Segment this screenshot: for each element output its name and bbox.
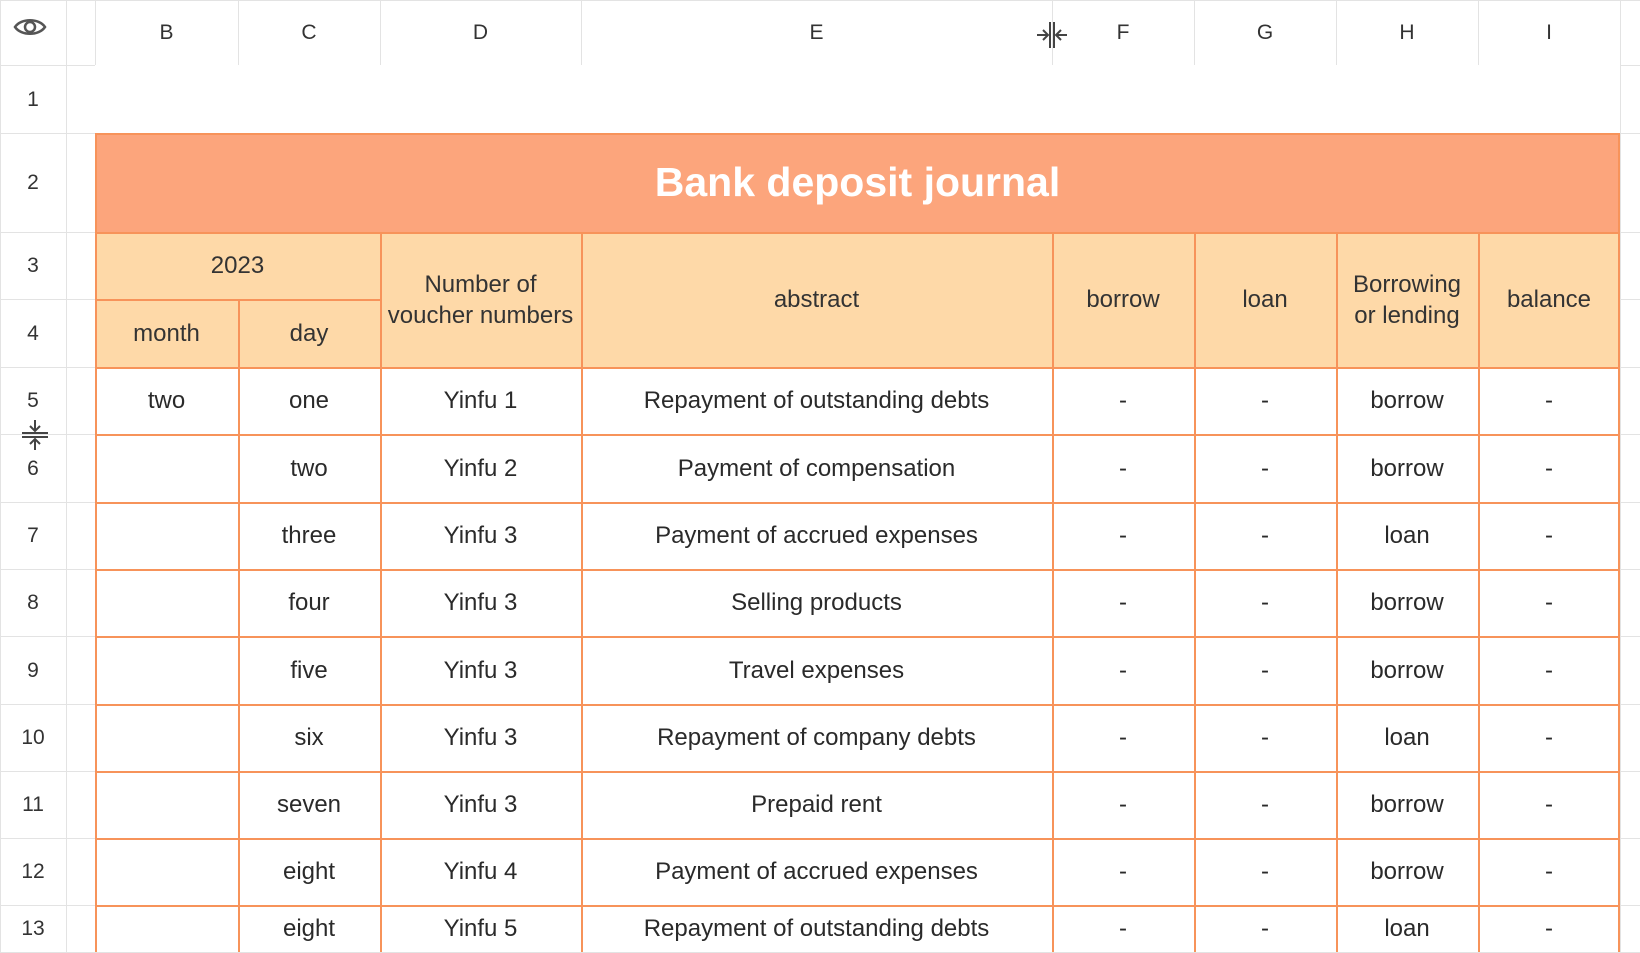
cell-voucher[interactable]: Yinfu 3 bbox=[380, 502, 581, 569]
cell-borrowing-or-lending[interactable]: borrow bbox=[1336, 569, 1478, 636]
row-header-9[interactable]: 9 bbox=[0, 636, 66, 704]
grid-vline bbox=[1620, 0, 1621, 952]
row-header-3[interactable]: 3 bbox=[0, 232, 66, 299]
header-balance[interactable]: balance bbox=[1478, 232, 1620, 367]
cell-empty[interactable] bbox=[1478, 65, 1620, 133]
table-border bbox=[95, 133, 97, 952]
header-borrow[interactable]: borrow bbox=[1052, 232, 1194, 367]
table-border bbox=[95, 838, 1620, 840]
header-borrowing-or-lending[interactable]: Borrowing or lending bbox=[1336, 232, 1478, 367]
cell-day[interactable]: three bbox=[238, 502, 380, 569]
cell-loan[interactable]: - bbox=[1194, 367, 1336, 434]
cell-voucher[interactable]: Yinfu 4 bbox=[380, 838, 581, 905]
cell-abstract[interactable]: Selling products bbox=[581, 569, 1052, 636]
cell-voucher[interactable]: Yinfu 2 bbox=[380, 434, 581, 502]
cell-empty[interactable] bbox=[1336, 65, 1478, 133]
cell-borrowing-or-lending[interactable]: borrow bbox=[1336, 434, 1478, 502]
cell-abstract[interactable]: Payment of compensation bbox=[581, 434, 1052, 502]
table-border bbox=[95, 434, 1620, 436]
row-resize-icon[interactable] bbox=[20, 418, 50, 452]
cell-balance[interactable]: - bbox=[1478, 905, 1620, 952]
cell-abstract[interactable]: Payment of accrued expenses bbox=[581, 502, 1052, 569]
cell-empty[interactable] bbox=[380, 65, 581, 133]
row-header-12[interactable]: 12 bbox=[0, 838, 66, 905]
cell-balance[interactable]: - bbox=[1478, 367, 1620, 434]
header-loan[interactable]: loan bbox=[1194, 232, 1336, 367]
table-border bbox=[1618, 133, 1620, 952]
cell-month[interactable] bbox=[95, 838, 238, 905]
cell-empty[interactable] bbox=[581, 65, 1052, 133]
table-border bbox=[95, 502, 1620, 504]
cell-day[interactable]: eight bbox=[238, 838, 380, 905]
grid-vline bbox=[0, 0, 1, 952]
column-header-e[interactable]: E bbox=[581, 0, 1052, 65]
cell-borrowing-or-lending[interactable]: loan bbox=[1336, 502, 1478, 569]
cell-loan[interactable]: - bbox=[1194, 771, 1336, 838]
cell-borrow[interactable]: - bbox=[1052, 704, 1194, 771]
cell-loan[interactable]: - bbox=[1194, 704, 1336, 771]
row-header-5[interactable]: 5 bbox=[0, 367, 66, 434]
column-header-b[interactable]: B bbox=[95, 0, 238, 65]
cell-abstract[interactable]: Prepaid rent bbox=[581, 771, 1052, 838]
cell-month[interactable] bbox=[95, 636, 238, 704]
cell-day[interactable]: eight bbox=[238, 905, 380, 952]
cell-loan[interactable]: - bbox=[1194, 905, 1336, 952]
cell-borrowing-or-lending[interactable]: borrow bbox=[1336, 771, 1478, 838]
column-header-h[interactable]: H bbox=[1336, 0, 1478, 65]
column-resize-icon[interactable] bbox=[1035, 20, 1069, 50]
grid-vline bbox=[66, 0, 67, 952]
cell-day[interactable]: six bbox=[238, 704, 380, 771]
column-header-d[interactable]: D bbox=[380, 0, 581, 65]
cell-month[interactable] bbox=[95, 704, 238, 771]
cell-day[interactable]: seven bbox=[238, 771, 380, 838]
table-border bbox=[95, 569, 1620, 571]
header-voucher-numbers[interactable]: Number of voucher numbers bbox=[380, 232, 581, 367]
table-border bbox=[238, 299, 240, 952]
cell-empty[interactable] bbox=[1194, 65, 1336, 133]
table-border bbox=[95, 771, 1620, 773]
table-border bbox=[95, 636, 1620, 638]
sheet-title[interactable]: Bank deposit journal bbox=[95, 133, 1620, 232]
cell-borrowing-or-lending[interactable]: borrow bbox=[1336, 838, 1478, 905]
cell-borrow[interactable]: - bbox=[1052, 838, 1194, 905]
cell-balance[interactable]: - bbox=[1478, 838, 1620, 905]
row-header-11[interactable]: 11 bbox=[0, 771, 66, 838]
cell-month[interactable] bbox=[95, 771, 238, 838]
cell-voucher[interactable]: Yinfu 3 bbox=[380, 704, 581, 771]
header-abstract[interactable]: abstract bbox=[581, 232, 1052, 367]
column-header-c[interactable]: C bbox=[238, 0, 380, 65]
column-header-a[interactable] bbox=[66, 0, 95, 65]
table-border bbox=[1336, 232, 1338, 952]
cell-borrow[interactable]: - bbox=[1052, 569, 1194, 636]
cell-balance[interactable]: - bbox=[1478, 636, 1620, 704]
cell-day[interactable]: two bbox=[238, 434, 380, 502]
table-border bbox=[95, 133, 1620, 135]
cell-borrowing-or-lending[interactable]: borrow bbox=[1336, 636, 1478, 704]
cell-month[interactable] bbox=[95, 905, 238, 952]
cell-balance[interactable]: - bbox=[1478, 704, 1620, 771]
column-header-g[interactable]: G bbox=[1194, 0, 1336, 65]
cell-voucher[interactable]: Yinfu 1 bbox=[380, 367, 581, 434]
row-header-13[interactable]: 13 bbox=[0, 905, 66, 952]
cell-voucher[interactable]: Yinfu 5 bbox=[380, 905, 581, 952]
cell-empty[interactable] bbox=[238, 65, 380, 133]
grid-hline bbox=[0, 0, 1640, 1]
cell-loan[interactable]: - bbox=[1194, 502, 1336, 569]
table-border bbox=[95, 367, 1620, 369]
row-header-6[interactable]: 6 bbox=[0, 434, 66, 502]
cell-month[interactable] bbox=[95, 569, 238, 636]
table-border bbox=[380, 232, 382, 952]
cell-balance[interactable]: - bbox=[1478, 771, 1620, 838]
cell-balance[interactable]: - bbox=[1478, 502, 1620, 569]
table-border bbox=[95, 905, 1620, 907]
table-border bbox=[1194, 232, 1196, 952]
cell-empty[interactable] bbox=[1052, 65, 1194, 133]
cell-borrowing-or-lending[interactable]: loan bbox=[1336, 905, 1478, 952]
cell-month[interactable]: two bbox=[95, 367, 238, 434]
cell-empty[interactable] bbox=[95, 65, 238, 133]
cell-borrow[interactable]: - bbox=[1052, 434, 1194, 502]
row-header-1[interactable]: 1 bbox=[0, 65, 66, 133]
cell-borrowing-or-lending[interactable]: loan bbox=[1336, 704, 1478, 771]
row-header-7[interactable]: 7 bbox=[0, 502, 66, 569]
cell-loan[interactable]: - bbox=[1194, 434, 1336, 502]
cell-abstract[interactable]: Repayment of outstanding debts bbox=[581, 367, 1052, 434]
cell-abstract[interactable]: Repayment of outstanding debts bbox=[581, 905, 1052, 952]
row-header-4[interactable]: 4 bbox=[0, 299, 66, 367]
cell-day[interactable]: five bbox=[238, 636, 380, 704]
header-day[interactable]: day bbox=[238, 299, 380, 367]
cell-month[interactable] bbox=[95, 434, 238, 502]
cell-balance[interactable]: - bbox=[1478, 569, 1620, 636]
table-border bbox=[1478, 232, 1480, 952]
cell-voucher[interactable]: Yinfu 3 bbox=[380, 636, 581, 704]
eye-icon[interactable] bbox=[13, 16, 47, 38]
cell-borrow[interactable]: - bbox=[1052, 905, 1194, 952]
cell-loan[interactable]: - bbox=[1194, 569, 1336, 636]
cell-borrow[interactable]: - bbox=[1052, 771, 1194, 838]
cell-borrow[interactable]: - bbox=[1052, 367, 1194, 434]
table-border bbox=[581, 232, 583, 952]
row-header-10[interactable]: 10 bbox=[0, 704, 66, 771]
header-month[interactable]: month bbox=[95, 299, 238, 367]
cell-borrow[interactable]: - bbox=[1052, 636, 1194, 704]
table-border bbox=[95, 704, 1620, 706]
cell-day[interactable]: four bbox=[238, 569, 380, 636]
cell-abstract[interactable]: Repayment of company debts bbox=[581, 704, 1052, 771]
row-header-2[interactable]: 2 bbox=[0, 133, 66, 232]
cell-day[interactable]: one bbox=[238, 367, 380, 434]
cell-voucher[interactable]: Yinfu 3 bbox=[380, 771, 581, 838]
cell-balance[interactable]: - bbox=[1478, 434, 1620, 502]
cell-voucher[interactable]: Yinfu 3 bbox=[380, 569, 581, 636]
table-border bbox=[95, 232, 1620, 234]
column-header-f[interactable]: F bbox=[1052, 0, 1194, 65]
cell-abstract[interactable]: Travel expenses bbox=[581, 636, 1052, 704]
row-header-8[interactable]: 8 bbox=[0, 569, 66, 636]
header-year[interactable]: 2023 bbox=[95, 232, 380, 299]
cell-abstract[interactable]: Payment of accrued expenses bbox=[581, 838, 1052, 905]
table-border bbox=[1052, 232, 1054, 952]
column-header-i[interactable]: I bbox=[1478, 0, 1620, 65]
cell-borrow[interactable]: - bbox=[1052, 502, 1194, 569]
cell-loan[interactable]: - bbox=[1194, 636, 1336, 704]
cell-month[interactable] bbox=[95, 502, 238, 569]
cell-loan[interactable]: - bbox=[1194, 838, 1336, 905]
cell-borrowing-or-lending[interactable]: borrow bbox=[1336, 367, 1478, 434]
